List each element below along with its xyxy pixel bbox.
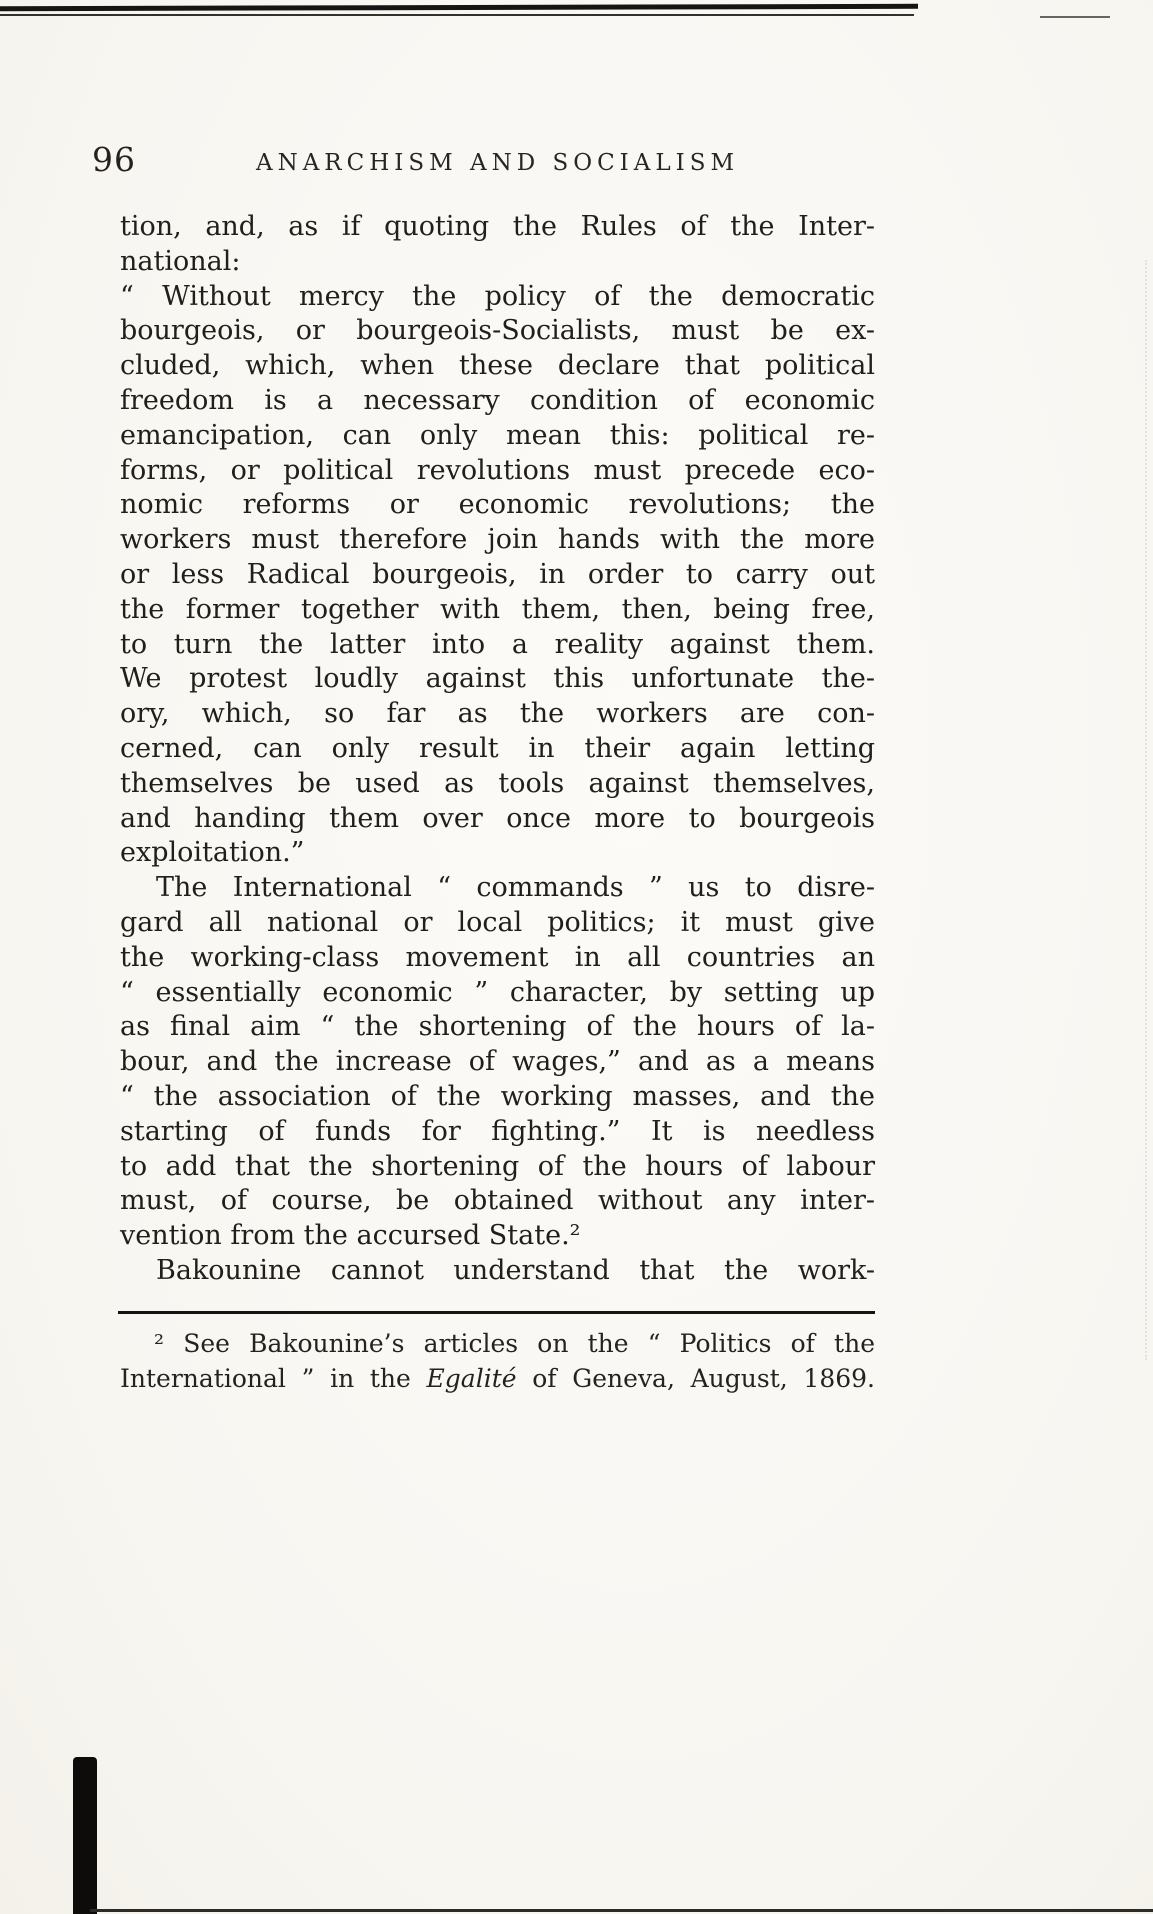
paragraph [120,1254,875,1289]
top-border-dash [1040,16,1110,18]
text-line: We protest loudly against this unfortunate the- [120,663,875,695]
paragraph [120,280,875,872]
text-line: or less Radical bourgeois, in order to carry out [120,558,875,590]
footnote-separator-rule [118,1311,875,1314]
text-line: and handing them over once more to bourgeois [120,802,875,834]
text-line: vention from the accursed State.² [120,1220,581,1252]
text-line: national: [120,245,241,277]
paragraph [120,871,875,1254]
footnote-text: of Geneva, August, 1869. [516,1364,875,1393]
text-line: ory, which, so far as the workers are con- [120,698,875,730]
text-line: “ Without mercy the policy of the democratic [120,280,875,312]
text-line: cerned, can only result in their again letting [120,732,875,764]
text-line: cluded, which, when these declare that political [120,350,875,382]
top-border-rule-thin [0,14,914,16]
footnote [120,1326,875,1396]
text-line: exploitation.” [120,837,305,869]
text-line: workers must therefore join hands with the more [120,524,875,556]
text-line: emancipation, can only mean this: political re- [120,419,875,451]
running-header-title: ANARCHISM AND SOCIALISM [255,150,740,176]
text-line: the working-class movement in all countries an [120,941,875,973]
text-line: gard all national or local politics; it must give [120,906,875,938]
text-line: to turn the latter into a reality against them. [120,628,875,660]
text-line: starting of funds for fighting.” It is needless [120,1115,875,1147]
footnote-journal-title: Egalité [426,1364,517,1393]
text-line: bourgeois, or bourgeois-Socialists, must be ex- [120,315,875,347]
scan-edge-marks [1145,260,1147,1360]
body-text [120,210,875,1289]
text-line: Bakounine cannot understand that the work- [156,1254,875,1286]
text-line: tion, and, as if quoting the Rules of the Inter- [120,211,875,242]
text-line: “ the association of the working masses, and the [120,1080,875,1112]
footnote-text: International ” in the [120,1364,427,1393]
paragraph [120,210,875,280]
text-line: forms, or political revolutions must precede eco- [120,454,875,486]
page-number: 96 [92,140,136,179]
text-line: nomic reforms or economic revolutions; the [120,489,875,521]
text-line: themselves be used as tools against themselves, [120,767,875,799]
text-line: bour, and the increase of wages,” and as a means [120,1046,875,1078]
bottom-border-rule [90,1909,1153,1912]
scan-artifact-black-bar [73,1757,97,1914]
footnote-line: ² See Bakounine’s articles on the “ Politics of the [154,1329,875,1358]
top-border-rule-thick [0,4,918,11]
text-line: to add that the shortening of the hours of labour [120,1150,875,1182]
text-line: The International “ commands ” us to disre- [156,872,875,904]
text-line: the former together with them, then, being free, [120,593,875,625]
text-line: as final aim “ the shortening of the hours of la- [120,1011,875,1043]
text-line: “ essentially economic ” character, by setting up [120,976,875,1008]
footnote-line [120,1361,875,1396]
text-line: must, of course, be obtained without any inter- [120,1185,875,1217]
text-line: freedom is a necessary condition of economic [120,384,875,416]
